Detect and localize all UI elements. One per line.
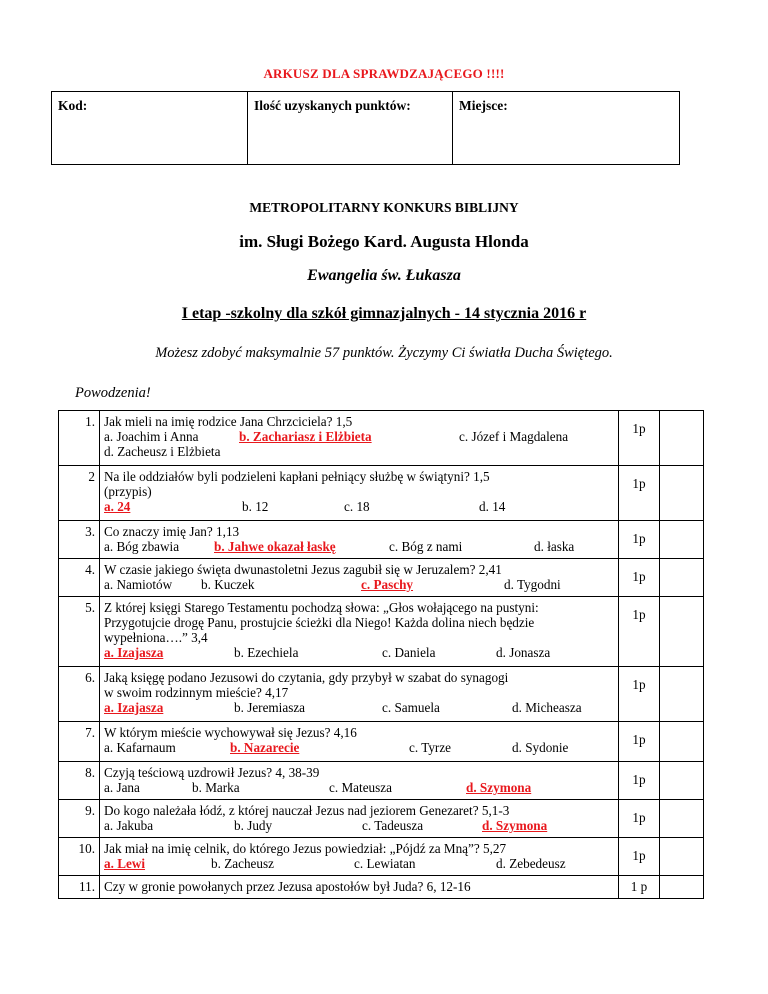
option-b: b. Jeremiasza [234, 700, 306, 715]
question-text: Na ile oddziałów byli podzieleni kapłani pełniący służbę w świątyni? 1,5 [104, 469, 490, 484]
option-a: a. Kafarnaum [104, 740, 176, 755]
points-value: 1 p [619, 876, 660, 899]
gospel-title: Ewangelia św. Łukasza [307, 267, 461, 284]
code-label: Kod: [58, 98, 88, 113]
question-text: W którym mieście wychowywał się Jezus? 4,16 [104, 725, 357, 740]
question-row [59, 667, 704, 722]
points-label: Ilość uzyskanych punktów: [254, 98, 411, 113]
place-cell [453, 92, 680, 165]
question-text-cont: wypełniona….” 3,4 [104, 630, 208, 645]
sheet-title: ARKUSZ DLA SPRAWDZAJĄCEGO !!!! [263, 66, 505, 81]
option-c: c. Tadeusza [362, 818, 424, 833]
score-cell [660, 838, 704, 876]
question-row [59, 800, 704, 838]
option-c-correct: c. Paschy [361, 577, 414, 592]
option-d: d. Sydonie [512, 740, 569, 755]
option-d: d. Tygodni [504, 577, 561, 592]
question-row [59, 597, 704, 667]
option-a: a. Jakuba [104, 818, 154, 833]
option-c: c. Mateusza [329, 780, 392, 795]
option-b: b. Zacheusz [211, 856, 274, 871]
points-value: 1p [619, 411, 660, 466]
question-row [59, 876, 704, 899]
option-d: d. Zacheusz i Elżbieta [104, 444, 221, 459]
option-b: b. 12 [242, 499, 269, 514]
option-a: a. Namiotów [104, 577, 173, 592]
option-b-correct: b. Jahwe okazał łaskę [214, 539, 336, 554]
option-b: b. Kuczek [201, 577, 255, 592]
option-d-correct: d. Szymona [482, 818, 548, 833]
patron-title: im. Sługi Bożego Kard. Augusta Hlonda [239, 232, 529, 251]
question-row [59, 838, 704, 876]
option-d: d. Jonasza [496, 645, 551, 660]
score-cell [660, 411, 704, 466]
question-number: 10. [59, 838, 100, 876]
option-c: c. Lewiatan [354, 856, 416, 871]
option-d: d. 14 [479, 499, 506, 514]
option-c: c. Samuela [382, 700, 440, 715]
points-value: 1p [619, 667, 660, 722]
question-row [59, 762, 704, 800]
option-d: d. łaska [534, 539, 575, 554]
question-number: 9. [59, 800, 100, 838]
question-text: Co znaczy imię Jan? 1,13 [104, 524, 240, 539]
option-b: b. Judy [234, 818, 273, 833]
points-value: 1p [619, 800, 660, 838]
code-cell [52, 92, 248, 165]
question-row [59, 722, 704, 762]
points-value: 1p [619, 559, 660, 597]
question-text: Z której księgi Starego Testamentu pochodzą słowa: „Głos wołającego na pustyni: [104, 600, 539, 615]
question-row [59, 521, 704, 559]
question-number: 2 [59, 466, 100, 521]
option-d: d. Zebedeusz [496, 856, 566, 871]
option-a-correct: a. Izajasza [104, 645, 164, 660]
points-value: 1p [619, 466, 660, 521]
question-text: Czy w gronie powołanych przez Jezusa apostołów był Juda? 6, 12-16 [104, 879, 471, 894]
option-c: c. Józef i Magdalena [459, 429, 569, 444]
question-number: 5. [59, 597, 100, 667]
question-row [59, 559, 704, 597]
question-number: 11. [59, 876, 100, 899]
option-c: c. Tyrze [409, 740, 452, 755]
points-value: 1p [619, 597, 660, 667]
score-cell [660, 762, 704, 800]
contest-title: METROPOLITARNY KONKURS BIBLIJNY [249, 200, 519, 215]
points-value: 1p [619, 838, 660, 876]
question-number: 6. [59, 667, 100, 722]
score-cell [660, 876, 704, 899]
option-c: c. 18 [344, 499, 370, 514]
option-b-correct: b. Nazarecie [230, 740, 300, 755]
question-text: Do kogo należała łódź, z której nauczał Jezus nad jeziorem Genezaret? 5,1-3 [104, 803, 510, 818]
question-number: 1. [59, 411, 100, 466]
question-row [59, 466, 704, 521]
score-cell [660, 559, 704, 597]
question-row [59, 411, 704, 466]
score-cell [660, 800, 704, 838]
question-number: 4. [59, 559, 100, 597]
score-cell [660, 722, 704, 762]
option-a: a. Joachim i Anna [104, 429, 199, 444]
question-text-cont: (przypis) [104, 484, 152, 499]
score-cell [660, 667, 704, 722]
points-value: 1p [619, 762, 660, 800]
question-number: 3. [59, 521, 100, 559]
option-a: a. Bóg zbawia [104, 539, 180, 554]
option-a-correct: a. Lewi [104, 856, 146, 871]
points-value: 1p [619, 722, 660, 762]
points-cell [248, 92, 453, 165]
option-c: c. Bóg z nami [389, 539, 463, 554]
points-value: 1p [619, 521, 660, 559]
score-cell [660, 597, 704, 667]
option-a-correct: a. 24 [104, 499, 131, 514]
question-text: W czasie jakiego święta dwunastoletni Jezus zagubił się w Jeruzalem? 2,41 [104, 562, 502, 577]
option-d: d. Micheasza [512, 700, 582, 715]
question-text: Jak miał na imię celnik, do którego Jezus powiedział: „Pójdź za Mną”? 5,27 [104, 841, 507, 856]
stage-title: I etap -szkolny dla szkół gimnazjalnych - 14 stycznia 2016 r [181, 305, 587, 322]
score-cell [660, 521, 704, 559]
question-text-cont: Przygotujcie drogę Panu, prostujcie ścieżki dla Niego! Każda dolina niech będzie [104, 615, 535, 630]
option-b-correct: b. Zachariasz i Elżbieta [239, 429, 372, 444]
info-table [51, 91, 680, 165]
question-text: Czyją teściową uzdrowił Jezus? 4, 38-39 [104, 765, 320, 780]
good-luck-text: Powodzenia! [75, 385, 151, 401]
question-text-cont: w swoim rodzinnym mieście? 4,17 [104, 685, 289, 700]
question-text: Jaką księgę podano Jezusowi do czytania, gdy przybył w szabat do synagogi [104, 670, 509, 685]
question-number: 7. [59, 722, 100, 762]
option-d-correct: d. Szymona [466, 780, 532, 795]
option-b: b. Marka [192, 780, 240, 795]
question-number: 8. [59, 762, 100, 800]
place-label: Miejsce: [459, 98, 508, 113]
option-a: a. Jana [104, 780, 140, 795]
score-cell [660, 466, 704, 521]
questions-table [58, 410, 704, 899]
option-c: c. Daniela [382, 645, 436, 660]
info-text: Możesz zdobyć maksymalnie 57 punktów. Życzymy Ci światła Ducha Świętego. [155, 345, 613, 361]
option-b: b. Ezechiela [234, 645, 299, 660]
question-text: Jak mieli na imię rodzice Jana Chrzciciela? 1,5 [104, 414, 353, 429]
option-a-correct: a. Izajasza [104, 700, 164, 715]
